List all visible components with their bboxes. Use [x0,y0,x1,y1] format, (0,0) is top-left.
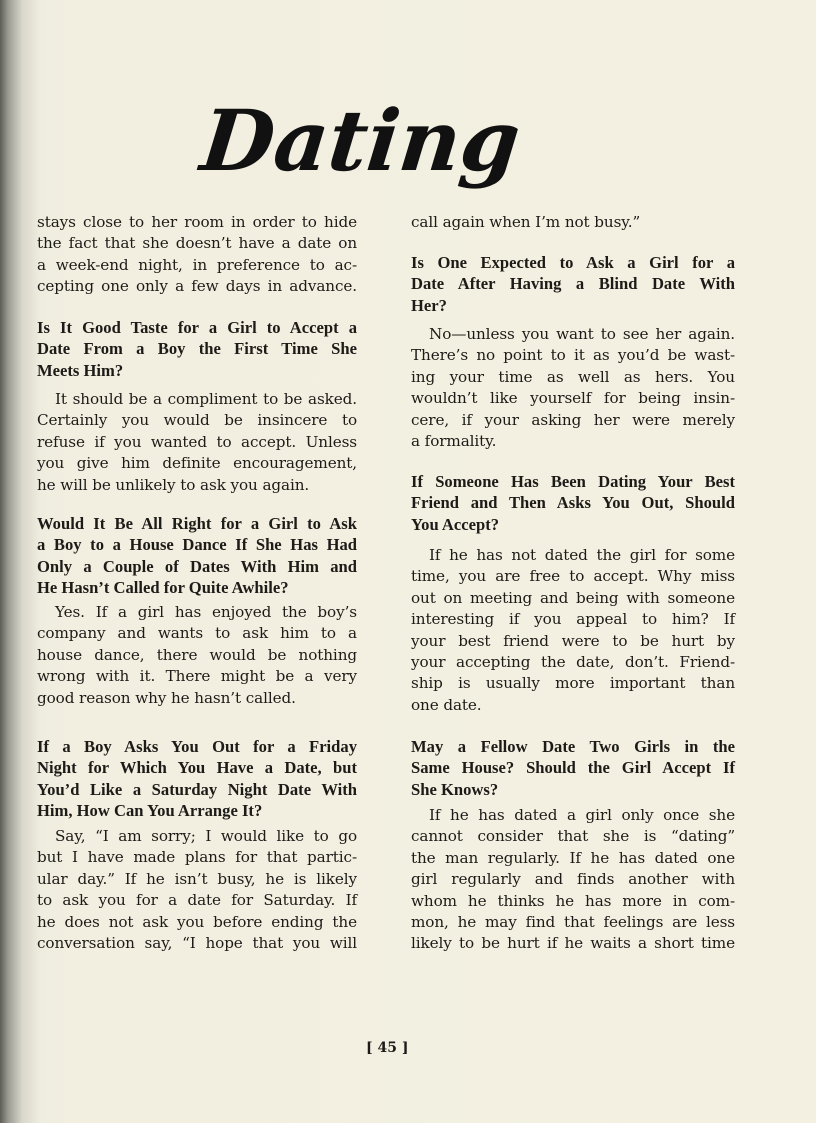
text-line: If a Boy Asks You Out for a Friday [37,737,357,756]
text-line: wouldn’t like yourself for being insin- [411,389,735,408]
text-line: a Boy to a House Dance If She Has Had [37,535,357,555]
text-line: your best friend were to be hurt by [411,631,735,650]
text-line: wrong with it. There might be a very [37,667,357,686]
question-heading [411,252,735,316]
text-line: you give him definite encouragement, [37,454,357,473]
answer-paragraph [37,826,357,954]
text-line: No—unless you want to see her again. [429,325,735,343]
answer-paragraph [411,324,735,452]
text-line: one date. [411,695,482,714]
text-line: Say, “I am sorry; I would like to go [55,827,357,845]
text-line: Meets Him? [37,360,124,380]
answer-paragraph [37,602,357,709]
text-line: Date After Having a Blind Date With [411,274,735,294]
text-line: cere, if your asking her were merely [411,410,735,429]
question-heading [37,736,357,822]
text-line: Certainly you would be insincere to [37,411,357,430]
text-line: he does not ask you before ending the [37,912,357,931]
text-line: Him, How Can You Arrange It? [37,801,263,821]
text-line: If Someone Has Been Dating Your Best [411,472,735,491]
text-line: but I have made plans for that partic- [37,848,357,867]
text-line: mon, he may find that feelings are less [411,912,735,931]
answer-paragraph [411,805,735,955]
answer-paragraph [37,212,357,298]
text-line: Only a Couple of Dates With Him and [37,556,357,576]
text-line: he will be unlikely to ask you again. [37,475,310,494]
text-line: call again when I’m not busy.” [411,213,641,231]
text-line: girl regularly and finds another with [411,870,735,889]
text-line: Same House? Should the Girl Accept If [411,758,735,778]
text-line: Yes. If a girl has enjoyed the boy’s [55,603,357,621]
text-line: She Knows? [411,779,499,799]
text-line: There’s no point to it as you’d be wast- [411,346,735,365]
text-line: a week-end night, in preference to ac- [37,255,357,274]
text-line: Her? [411,295,447,315]
question-heading [37,513,357,599]
text-line: Friend and Then Asks You Out, Should [411,493,735,513]
text-line: Night for Which You Have a Date, but [37,758,357,778]
page-number: [ 45 ] [366,1040,409,1056]
text-line: Date From a Boy the First Time She [37,339,357,359]
text-line: You Accept? [411,514,500,534]
text-line: Would It Be All Right for a Girl to Ask [37,514,357,533]
text-line: the man regularly. If he has dated one [411,848,735,867]
answer-paragraph [411,545,735,716]
text-line: If he has dated a girl only once she [429,806,735,824]
text-line: stays close to her room in order to hide [37,213,357,231]
answer-paragraph [411,212,735,233]
text-line: house dance, there would be nothing [37,645,357,664]
title-text: Dating [196,91,525,190]
question-heading [411,471,735,535]
text-line: good reason why he hasn’t called. [37,688,296,707]
text-line: your accepting the date, don’t. Friend- [411,652,735,671]
text-line: company and wants to ask him to a [37,624,357,643]
question-heading [411,736,735,800]
text-line: If he has not dated the girl for some [429,546,735,564]
text-line: refuse if you wanted to accept. Unless [37,432,357,451]
text-line: conversation say, “I hope that you will [37,933,357,952]
text-line: out on meeting and being with someone [411,588,735,607]
text-line: whom he thinks he has more in com- [411,891,735,910]
text-line: time, you are free to accept. Why miss [411,567,735,586]
question-heading [37,317,357,381]
answer-paragraph [37,389,357,496]
text-line: May a Fellow Date Two Girls in the [411,737,735,756]
text-line: likely to be hurt if he waits a short time [411,934,735,953]
text-line: a formality. [411,431,497,450]
text-line: cepting one only a few days in advance. [37,277,357,296]
text-line: Is It Good Taste for a Girl to Accept a [37,318,357,337]
text-line: It should be a compliment to be asked. [55,390,357,408]
text-line: He Hasn’t Called for Quite Awhile? [37,578,289,598]
text-line: to ask you for a date for Saturday. If [37,891,357,910]
text-line: cannot consider that she is “dating” [411,827,735,846]
text-line: the fact that she doesn’t have a date on [37,234,357,253]
text-line: ing your time as well as hers. You [411,367,735,386]
text-line: You’d Like a Saturday Night Date With [37,779,357,799]
text-line: Is One Expected to Ask a Girl for a [411,253,735,272]
text-line: ular day.” If he isn’t busy, he is likely [37,869,357,888]
text-line: ship is usually more important than [411,674,735,693]
text-line: interesting if you appeal to him? If [411,610,735,629]
chapter-title-logo [196,70,525,210]
